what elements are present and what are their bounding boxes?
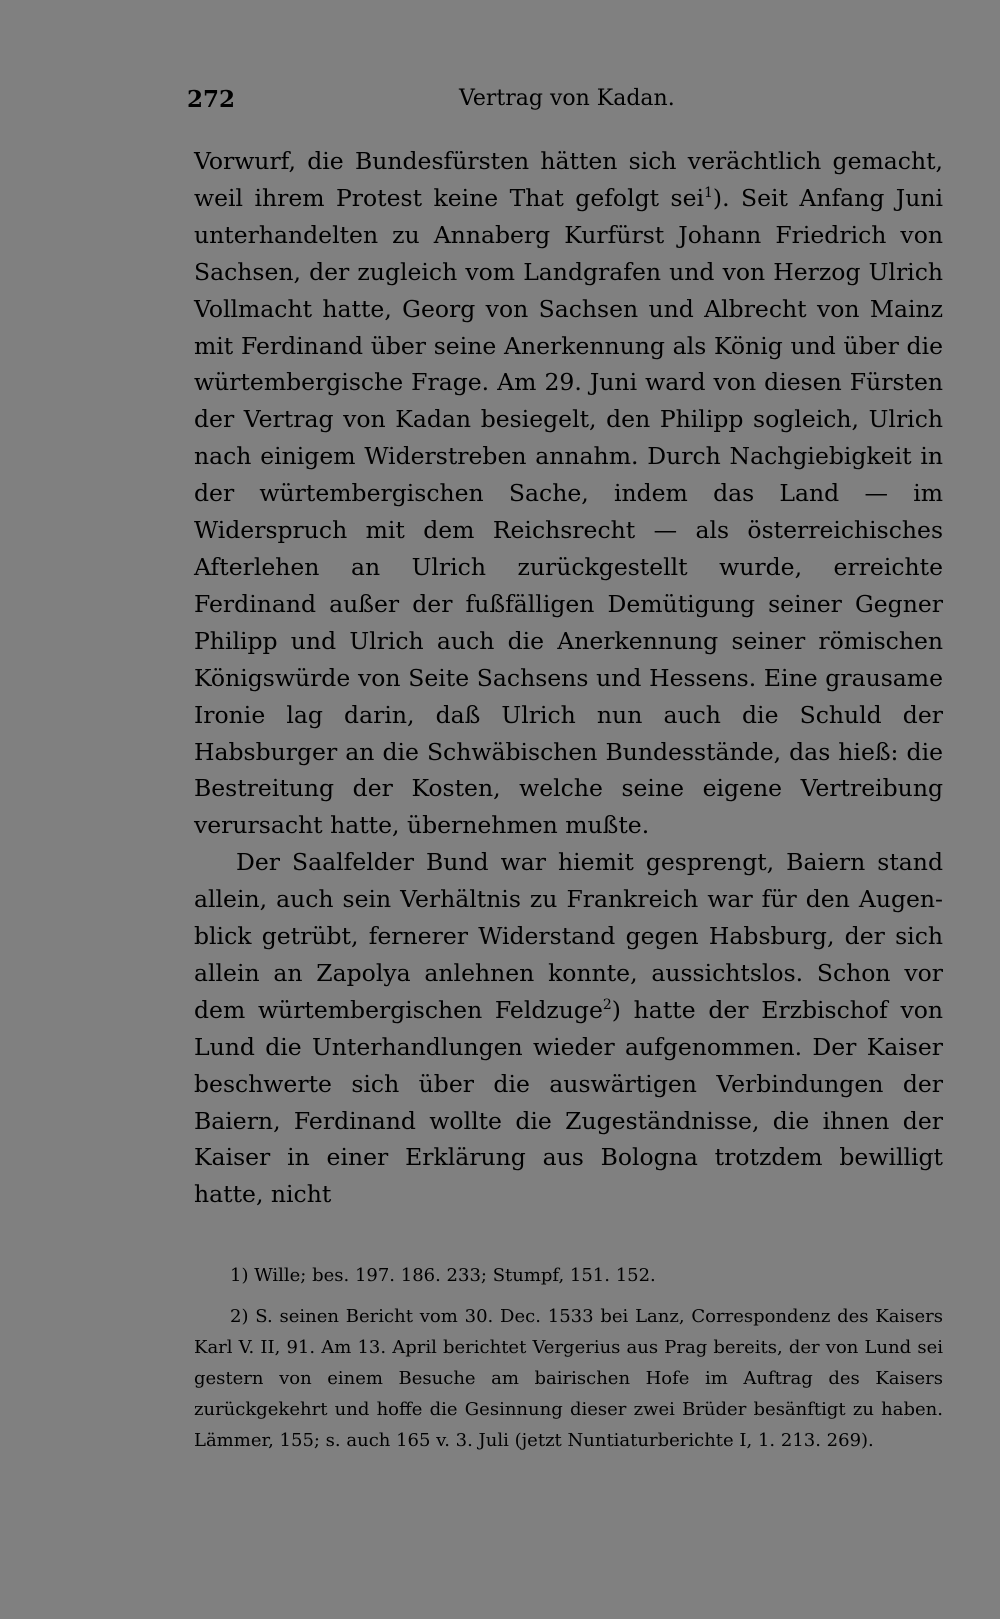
footnotes xyxy=(194,1260,943,1456)
footnote-1: 1) Wille; bes. 197. 186. 233; Stumpf, 151. 152. xyxy=(230,1265,656,1286)
paragraph-1 xyxy=(194,143,943,844)
paragraph-2-text-b: ) hatte der Erzbischof von Lund die Unterhandlungen wieder aufgenommen. Der Kaiser beschwerte sich über die auswärtigen Verbindungen der Baiern, Ferdinand wollte die Zugeständnisse, die ihnen der Kaiser in einer Erklärung aus Bologna trotzdem bewilligt hatte, nicht xyxy=(194,995,944,1209)
running-title: Vertrag von Kadan. xyxy=(459,86,675,111)
page-number: 272 xyxy=(187,86,236,113)
footnote-2: 2) S. seinen Bericht vom 30. Dec. 1533 bei Lanz, Correspondenz des Kaisers Karl V. II, 91. Am 13. April berichtet Vergerius aus Prag bereits, der von Lund sei gestern von einem Besuche am bairischen Hofe im Auftrag des Kaisers zurückgekehrt und hoffe die Gesinnung dieser zwei Brüder besänftigt zu haben. Lämmer, 155; s. auch 165 v. 3. Juli (jetzt Nuntiaturberichte I, 1. 213. 269). xyxy=(194,1306,943,1451)
main-text xyxy=(194,143,943,1213)
paragraph-1-text-a: Vorwurf, die Bundesfürsten hätten sich verächtlich gemacht, weil ihrem Protest keine That gefolgt sei xyxy=(194,147,943,212)
paragraph-2 xyxy=(194,844,943,1213)
footnote-ref-1: 1 xyxy=(704,185,713,202)
paragraph-1-text-b: ). Seit Anfang Juni unterhandelten zu Annaberg Kurfürst Johann Friedrich von Sachsen, der zugleich vom Landgrafen und von Herzog Ulrich Vollmacht hatte, Georg von Sachsen und Albrecht von Mainz mit Ferdinand über seine Anerkennung als König und über die würtembergische Frage. Am 29. Juni ward von diesen Fürsten der Vertrag von Kadan besiegelt, den Philipp sogleich, Ulrich nach einigem Widerstreben annahm. Durch Nachgiebigkeit in der würtembergischen Sache, indem das Land — im Widerspruch mit dem Reichsrecht — als österreichisches Afterlehen an Ulrich zurückgestellt wurde, erreichte Ferdinand außer der fußfälligen Demütigung seiner Gegner Philipp und Ulrich auch die Anerkennung seiner römischen Königswürde von Seite Sachsens und Hessens. Eine grausame Ironie lag darin, daß Ulrich nun auch die Schuld der Habsburger an die Schwäbischen Bundesstände, das hieß: die Bestreitung der Kosten, welche seine eigene Vertreibung verursacht hatte, übernehmen mußte. xyxy=(194,183,944,840)
page-header xyxy=(187,86,942,116)
footnote-ref-2: 2 xyxy=(602,997,612,1014)
paragraph-2-text-a: Der Saalfelder Bund war hiemit gesprengt, Baiern stand allein, auch sein Verhältnis zu Frankreich war für den Augenblick getrübt, fernerer Widerstand gegen Habsburg, der sich allein an Zapolya anlehnen konnte, aussichtslos. Schon vor dem würtembergischen Feldzuge xyxy=(194,848,943,1024)
